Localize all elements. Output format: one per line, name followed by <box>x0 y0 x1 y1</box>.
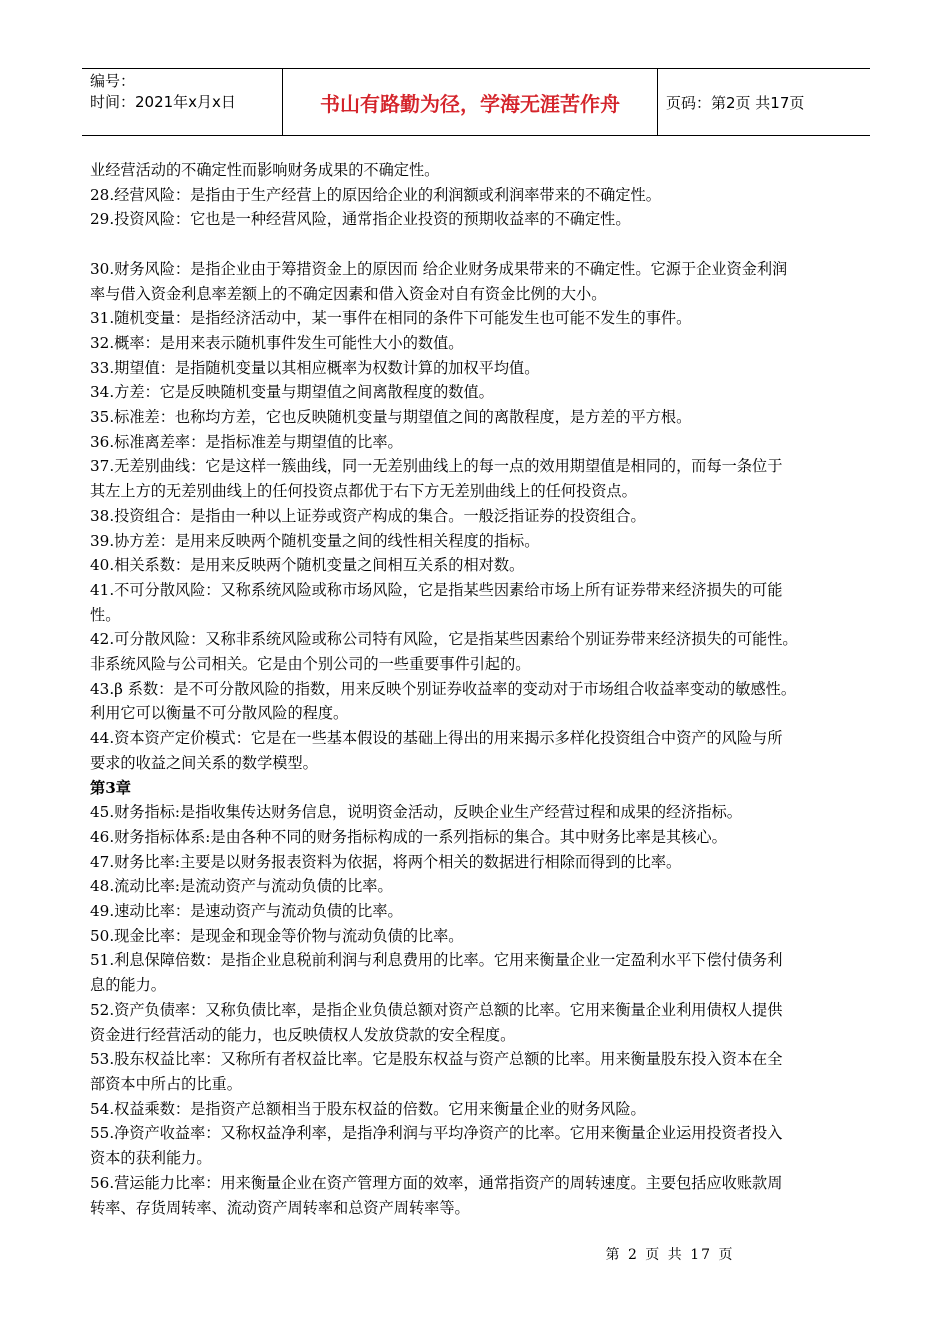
text-line: 资本的获利能力。 <box>90 1149 212 1168</box>
text-line: 49.速动比率：是速动资产与流动负债的比率。 <box>90 902 403 921</box>
text-line: 38.投资组合：是指由一种以上证券或资产构成的集合。一般泛指证券的投资组合。 <box>90 506 646 525</box>
text-line: 业经营活动的不确定性而影响财务成果的不确定性。 <box>90 161 440 179</box>
text-line: 36.标准离差率：是指标准差与期望值的比率。 <box>90 432 403 451</box>
header-meta <box>82 69 282 135</box>
text-line: 53.股东权益比率：又称所有者权益比率。它是股东权益与资产总额的比率。用来衡量股东投入资本在全 <box>90 1050 783 1069</box>
text-line: 42.可分散风险：又称非系统风险或称公司特有风险，它是指某些因素给个别证券带来经济损失的可能性。 <box>90 630 798 649</box>
text-line: 息的能力。 <box>90 976 166 995</box>
text-line: 41.不可分散风险：又称系统风险或称市场风险，它是指某些因素给市场上所有证券带来经济损失的可能 <box>90 580 783 599</box>
text-line: 28.经营风险：是指由于生产经营上的原因给企业的利润额或利润率带来的不确定性。 <box>90 185 661 204</box>
text-line: 56.营运能力比率：用来衡量企业在资产管理方面的效率，通常指资产的周转速度。主要包括应收账款周 <box>90 1173 783 1192</box>
text-line: 37.无差别曲线：它是这样一簇曲线，同一无差别曲线上的每一点的效用期望值是相同的，而每一条位于 <box>90 457 783 476</box>
header-motto: 书山有路勤为径，学海无涯苦作舟 <box>282 69 658 135</box>
text-line: 40.相关系数：是用来反映两个随机变量之间相互关系的相对数。 <box>90 556 525 575</box>
blank-line <box>90 232 872 257</box>
text-line: 利用它可以衡量不可分散风险的程度。 <box>90 704 349 723</box>
text-line: 30.财务风险：是指企业由于筹措资金上的原因而 给企业财务成果带来的不确定性。它源于企业资金利润 <box>90 259 788 278</box>
text-line: 其左上方的无差别曲线上的任何投资点都优于右下方无差别曲线上的任何投资点。 <box>90 482 637 501</box>
header-page-number: 页码：第2页 共17页 <box>666 93 805 112</box>
text-line: 43.β 系数：是不可分散风险的指数，用来反映个别证券收益率的变动对于市场组合收益率变动的敏感性。 <box>90 679 797 698</box>
text-line: 31.随机变量：是指经济活动中，某一事件在相同的条件下可能发生也可能不发生的事件。 <box>90 309 692 328</box>
chapter-heading: 第3章 <box>90 778 131 797</box>
text-line: 39.协方差：是用来反映两个随机变量之间的线性相关程度的指标。 <box>90 531 540 550</box>
text-line: 48.流动比率:是流动资产与流动负债的比率。 <box>90 877 393 896</box>
text-line: 34.方差：它是反映随机变量与期望值之间离散程度的数值。 <box>90 383 494 402</box>
text-line: 部资本中所占的比重。 <box>90 1075 242 1093</box>
text-line: 51.利息保障倍数：是指企业息税前利润与利息费用的比率。它用来衡量企业一定盈利水平下偿付债务利 <box>90 951 783 970</box>
text-line: 50.现金比率：是现金和现金等价物与流动负债的比率。 <box>90 926 464 945</box>
text-line: 资金进行经营活动的能力，也反映债权人发放贷款的安全程度。 <box>90 1025 516 1044</box>
text-line: 性。 <box>90 605 121 624</box>
text-line: 32.概率：是用来表示随机事件发生可能性大小的数值。 <box>90 333 464 352</box>
text-line: 转率、存货周转率、流动资产周转率和总资产周转率等。 <box>90 1198 470 1217</box>
text-line: 44.资本资产定价模式：它是在一些基本假设的基础上得出的用来揭示多样化投资组合中资产的风险与所 <box>90 729 783 748</box>
text-line: 47.财务比率:主要是以财务报表资料为依据，将两个相关的数据进行相除而得到的比率。 <box>90 852 682 871</box>
text-line: 54.权益乘数：是指资产总额相当于股东权益的倍数。它用来衡量企业的财务风险。 <box>90 1099 646 1118</box>
text-line: 非系统风险与公司相关。它是由个别公司的一些重要事件引起的。 <box>90 655 531 674</box>
text-line: 要求的收益之间关系的数学模型。 <box>90 753 318 772</box>
text-line: 35.标准差：也称均方差，它也反映随机变量与期望值之间的离散程度，是方差的平方根。 <box>90 408 692 427</box>
document-body <box>90 158 872 1220</box>
page-header <box>82 68 870 136</box>
document-date: 时间：2021年x月x日 <box>90 93 236 111</box>
page-footer: 第 2 页 共 17 页 <box>605 1247 735 1263</box>
text-line: 率与借入资金利息率差额上的不确定因素和借入资金对自有资金比例的大小。 <box>90 284 607 303</box>
text-line: 52.资产负债率：又称负债比率，是指企业负债总额对资产总额的比率。它用来衡量企业利用债权人提供 <box>90 1000 783 1019</box>
text-line: 45.财务指标:是指收集传达财务信息，说明资金活动，反映企业生产经营过程和成果的经济指标。 <box>90 803 742 822</box>
text-line: 33.期望值：是指随机变量以其相应概率为权数计算的加权平均值。 <box>90 358 540 377</box>
text-line: 55.净资产收益率：又称权益净利率，是指净利润与平均净资产的比率。它用来衡量企业运用投资者投入 <box>90 1124 783 1143</box>
text-line: 46.财务指标体系:是由各种不同的财务指标构成的一系列指标的集合。其中财务比率是其核心。 <box>90 827 727 846</box>
document-number: 编号： <box>90 72 136 90</box>
text-line: 29.投资风险：它也是一种经营风险，通常指企业投资的预期收益率的不确定性。 <box>90 210 631 229</box>
